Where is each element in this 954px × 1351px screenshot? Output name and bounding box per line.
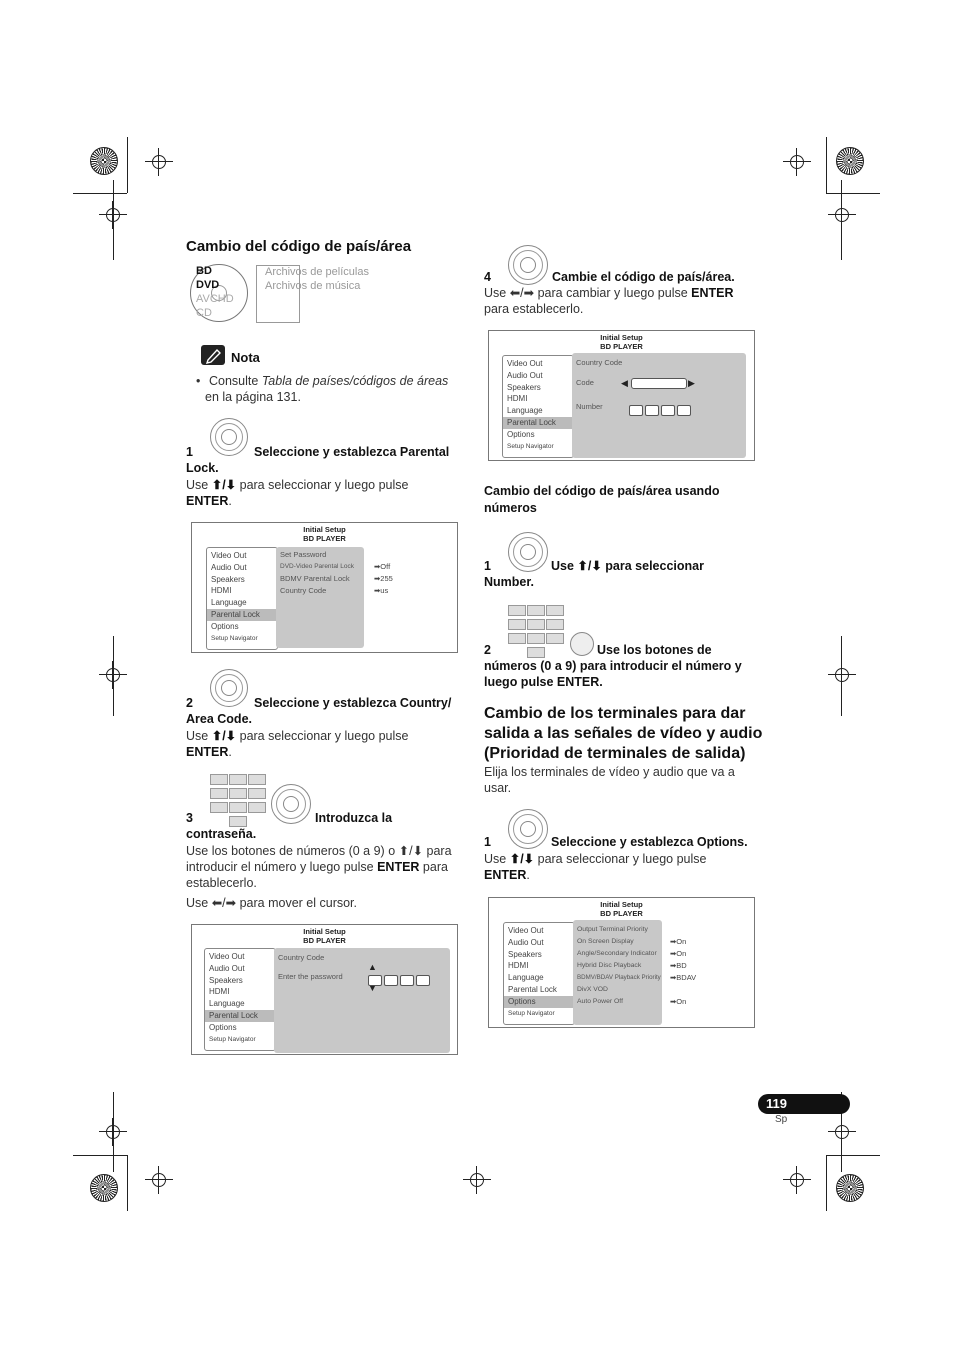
registration-mark-icon (828, 661, 856, 689)
number-step-2-heading-cont: números (0 a 9) para introducir el número y (484, 659, 742, 673)
setting-item: Country Code (576, 358, 623, 367)
settings-panel (276, 547, 364, 648)
options-step-1-instructions: Use ⬆/⬇ para seleccionar y luego pulse ENTER. (484, 852, 707, 882)
menu-item[interactable]: Language (211, 598, 247, 608)
menu-item[interactable]: HDMI (507, 394, 528, 404)
setup-screen-password: Initial Setup BD PLAYER Video Out Audio Out Speakers HDMI Language Parental Lock Options Setup Navigator Country Code Enter the password ▲ ▼ (191, 924, 458, 1055)
note-heading: Nota (231, 350, 260, 365)
number-keypad-icon (508, 605, 562, 658)
note-icon (201, 345, 225, 365)
page-number-badge (758, 1094, 850, 1114)
remote-dpad-icon (508, 809, 548, 849)
section-intro: Elija los terminales de vídeo y audio que va a (484, 765, 735, 779)
step-3-instructions: Use los botones de números (0 a 9) o ⬆/⬇ para introducir el número y luego pulse ENTER para establecerlo. Use ⬅/➡ para mover el cursor. (186, 844, 452, 910)
remote-dpad-icon (271, 784, 311, 824)
menu-item-selected[interactable]: Parental Lock (205, 1010, 275, 1022)
menu-item-selected[interactable]: Parental Lock (503, 417, 573, 429)
menu-item[interactable]: Language (508, 973, 544, 983)
setting-item: Number (576, 402, 603, 411)
section-title: Cambio del código de país/área (186, 238, 412, 255)
menu-item[interactable]: Parental Lock (508, 984, 557, 994)
menu-item[interactable]: Setup Navigator (209, 1035, 256, 1043)
setting-value: ➡255 (374, 574, 393, 583)
number-step-1-heading: Use ⬆/⬇ para seleccionar (551, 559, 704, 573)
menu-item[interactable]: Speakers (209, 975, 243, 985)
step-2-number: 2 (186, 696, 193, 710)
setting-item[interactable]: BDMV Parental Lock (280, 574, 350, 583)
subsection-title-cont: números (484, 501, 537, 515)
step-4-heading: Cambie el código de país/área. (552, 270, 735, 284)
remote-dpad-icon (508, 245, 548, 285)
menu-item-selected[interactable]: Options (504, 996, 574, 1008)
step-2-heading: Seleccione y establezca Country/ (254, 696, 452, 710)
menu-item[interactable]: Options (209, 1022, 237, 1032)
registration-mark-icon (783, 1166, 811, 1194)
setting-item: Enter the password (278, 972, 343, 981)
note-bullet: • (196, 374, 201, 388)
menu-item[interactable]: Audio Out (507, 370, 543, 380)
step-1-number: 1 (186, 445, 193, 459)
setting-item: Code (576, 378, 594, 387)
setting-item: Country Code (278, 953, 325, 962)
registration-mark-icon (783, 148, 811, 176)
menu-item[interactable]: Audio Out (209, 963, 245, 973)
menu-item-selected[interactable]: Parental Lock (207, 609, 277, 621)
menu-item[interactable]: Video Out (508, 926, 544, 935)
enter-button-icon (570, 632, 594, 656)
menu-item[interactable]: Options (211, 621, 239, 631)
options-step-1-heading: Seleccione y establezca Options. (551, 835, 748, 849)
setting-value: ➡BD (670, 961, 687, 970)
setting-value: ➡BDAV (670, 973, 697, 982)
right-arrow-icon: ▶ (688, 378, 695, 388)
setup-menu (204, 948, 276, 1051)
disc-label-avchd: AVCHD (196, 293, 234, 305)
setting-value: ➡Off (374, 562, 391, 571)
menu-item[interactable]: Speakers (508, 949, 542, 959)
page-number: 119 (766, 1096, 787, 1111)
menu-item[interactable]: Language (209, 999, 245, 1009)
number-step-2-heading: Use los botones de (597, 643, 712, 657)
registration-mark-icon (828, 1118, 856, 1146)
file-type-movies: Archivos de películas (265, 266, 369, 278)
menu-item[interactable]: Audio Out (211, 562, 247, 572)
registration-star-icon (836, 1174, 864, 1202)
setup-screen-country-code: Initial Setup BD PLAYER Video Out Audio Out Speakers HDMI Language Parental Lock Options Setup Navigator Country Code Code Number ◀ ▶ (488, 330, 755, 461)
setup-menu (502, 355, 574, 458)
section-heading-line2: salida a las señales de vídeo y audio (484, 725, 763, 742)
step-2-heading-cont: Area Code. (186, 712, 252, 726)
setting-item[interactable]: On Screen Display (577, 938, 634, 945)
section-intro-cont: usar. (484, 781, 512, 795)
remote-dpad-icon (508, 532, 548, 572)
registration-star-icon (90, 147, 118, 175)
step-1-instructions: Use ⬆/⬇ para seleccionar y luego pulse ENTER. (186, 478, 409, 508)
up-arrow-icon: ▲ (368, 962, 377, 972)
step-3-number: 3 (186, 811, 193, 825)
step-2-instructions: Use ⬆/⬇ para seleccionar y luego pulse ENTER. (186, 729, 409, 759)
registration-star-icon (90, 1174, 118, 1202)
settings-panel (274, 948, 450, 1053)
step-3-heading-cont: contraseña. (186, 827, 257, 841)
menu-item[interactable]: HDMI (209, 987, 230, 997)
down-arrow-icon: ▼ (368, 983, 377, 993)
setting-item[interactable]: BDMV/BDAV Playback Priority (577, 974, 661, 981)
file-type-music: Archivos de música (265, 280, 361, 292)
setting-item[interactable]: Set Password (280, 550, 327, 559)
number-step-2: 2 (484, 643, 491, 657)
setting-value: ➡On (670, 949, 687, 958)
setting-item[interactable]: DivX VOD (577, 986, 608, 993)
remote-dpad-icon (210, 669, 248, 707)
section-heading-line3: (Prioridad de terminales de salida) (484, 745, 746, 762)
left-arrow-icon: ◀ (621, 378, 628, 388)
step-4-instructions: Use ⬅/➡ para cambiar y luego pulse ENTER para establecerlo. (484, 286, 734, 316)
menu-item[interactable]: Setup Navigator (507, 442, 554, 450)
password-boxes[interactable] (368, 972, 432, 990)
menu-item[interactable]: Setup Navigator (508, 1009, 555, 1017)
menu-item[interactable]: Language (507, 406, 543, 416)
menu-item[interactable]: Options (507, 429, 535, 439)
menu-item[interactable]: Video Out (211, 551, 247, 560)
menu-item[interactable]: Speakers (211, 574, 245, 584)
subsection-title: Cambio del código de país/área usando (484, 484, 720, 498)
disc-label-cd: CD (196, 307, 212, 319)
setting-item[interactable]: Hybrid Disc Playback (577, 962, 642, 969)
number-step-2-heading-cont2: luego pulse ENTER. (484, 675, 603, 689)
language-code: Sp (775, 1114, 788, 1125)
disc-label-bd: BD (196, 265, 212, 277)
step-1-heading: Seleccione y establezca Parental (254, 445, 450, 459)
setting-value: ➡On (670, 997, 687, 1006)
number-boxes[interactable] (629, 402, 693, 420)
menu-item[interactable]: Video Out (507, 359, 543, 368)
note-text: Consulte Tabla de países/códigos de áreas en la página 131. (205, 374, 449, 404)
registration-mark-icon (463, 1166, 491, 1194)
setting-item[interactable]: Output Terminal Priority (577, 926, 648, 933)
step-3-heading: Introduzca la (315, 811, 393, 825)
setup-screen-options: Initial Setup BD PLAYER Video Out Audio Out Speakers HDMI Language Parental Lock Options Setup Navigator Output Terminal Priority On Screen Display Angle/Secondary Indicator Hybrid Disc Playback BDMV/BDAV Playback Priority DivX VOD Auto Power Off ➡On ➡On ➡BD ➡BDAV ➡On (488, 897, 755, 1028)
registration-mark-icon (145, 1166, 173, 1194)
registration-mark-icon (828, 201, 856, 229)
setting-item[interactable]: Auto Power Off (577, 998, 623, 1005)
number-step-1-heading-cont: Number. (484, 575, 535, 589)
menu-item[interactable]: Audio Out (508, 937, 544, 947)
menu-item[interactable]: HDMI (508, 961, 529, 971)
settings-panel (573, 920, 662, 1025)
step-4-number: 4 (484, 270, 491, 284)
setup-screen-parental-lock: Initial Setup BD PLAYER Video Out Audio Out Speakers HDMI Language Parental Lock Options Setup Navigator Set Password DVD-Video Parental Lock BDMV Parental Lock Country Code ➡Off ➡255 ➡us (191, 522, 458, 653)
setting-value: ➡On (670, 937, 687, 946)
setting-value: ➡us (374, 586, 389, 595)
setup-menu (503, 922, 575, 1025)
menu-item[interactable]: Video Out (209, 952, 245, 961)
menu-item[interactable]: Setup Navigator (211, 634, 258, 642)
setting-item[interactable]: DVD-Video Parental Lock (280, 563, 354, 570)
menu-item[interactable]: HDMI (211, 586, 232, 596)
setup-menu (206, 547, 278, 650)
number-step-1: 1 (484, 559, 491, 573)
remote-dpad-icon (210, 418, 248, 456)
registration-star-icon (836, 147, 864, 175)
registration-mark-icon (145, 148, 173, 176)
setting-item[interactable]: Country Code (280, 586, 327, 595)
options-step-1: 1 (484, 835, 491, 849)
step-1-heading-cont: Lock. (186, 461, 219, 475)
disc-label-dvd: DVD (196, 279, 220, 291)
section-heading-line1: Cambio de los terminales para dar (484, 705, 746, 722)
menu-item[interactable]: Speakers (507, 382, 541, 392)
setting-item[interactable]: Angle/Secondary Indicator (577, 950, 657, 957)
code-field[interactable] (631, 378, 687, 389)
number-keypad-icon (210, 774, 264, 827)
